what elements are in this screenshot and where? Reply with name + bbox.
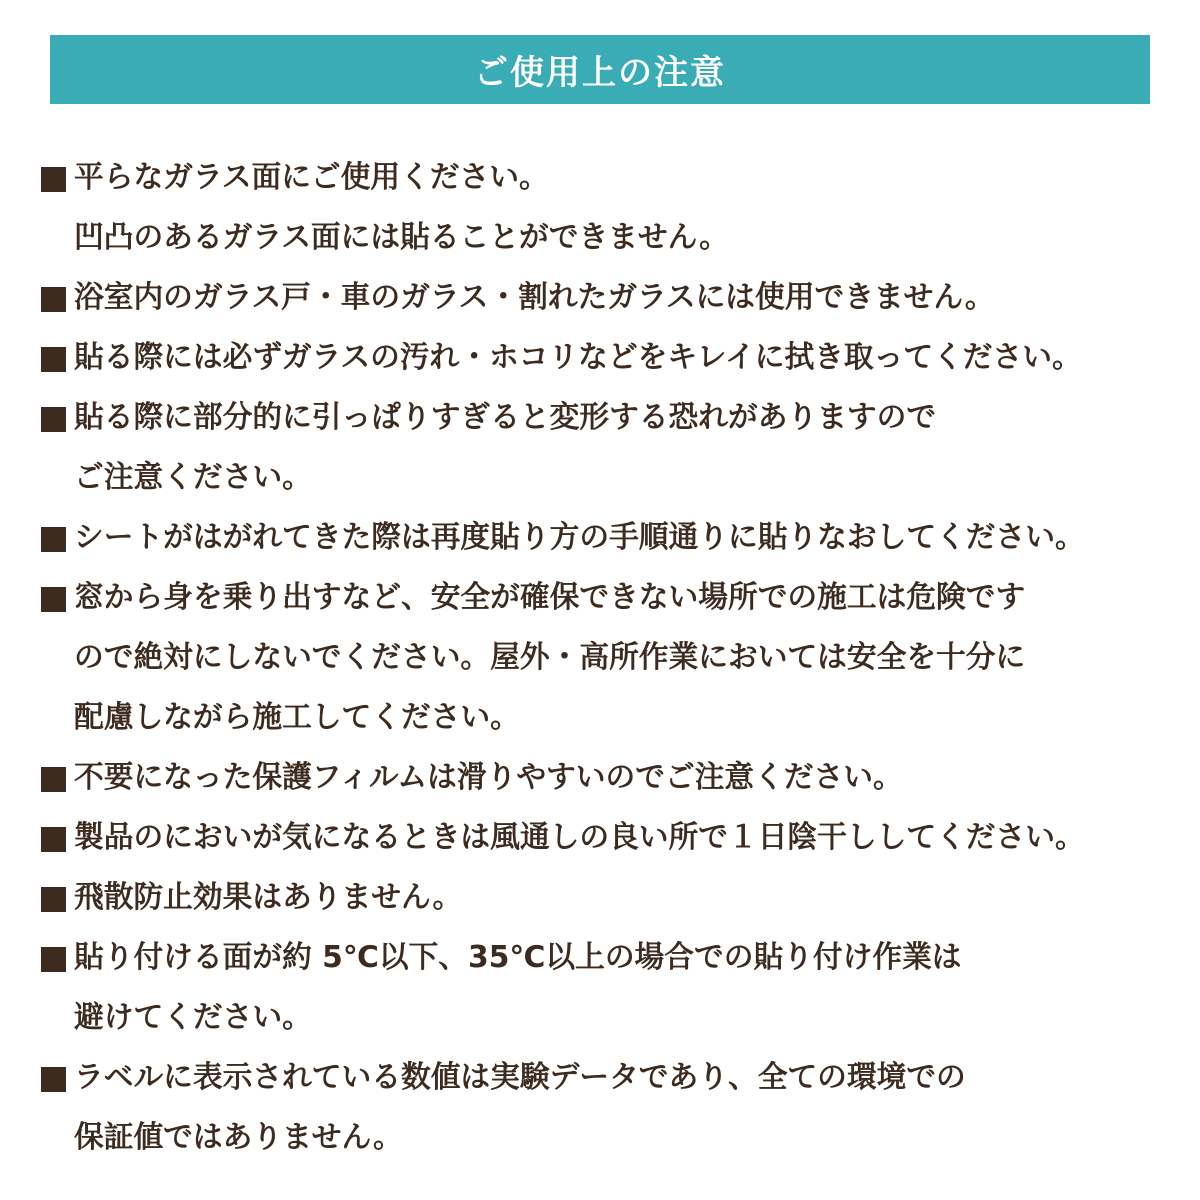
note-item xyxy=(38,868,1168,928)
note-text: 平らなガラス面にご使用ください。 xyxy=(74,160,549,195)
note-item xyxy=(38,508,1168,568)
header-bar xyxy=(50,35,1150,104)
note-text: 製品のにおいが気になるときは風通しの良い所で１日陰干ししてください。 xyxy=(74,820,1085,855)
note-text: 凹凸のあるガラス面には貼ることができません。 xyxy=(74,220,729,255)
note-text: 配慮しながら施工してください。 xyxy=(74,700,520,735)
note-text: 貼る際には必ずガラスの汚れ・ホコリなどをキレイに拭き取ってください。 xyxy=(74,340,1082,375)
note-text: 不要になった保護フィルムは滑りやすいのでご注意ください。 xyxy=(74,760,903,795)
square-bullet-icon xyxy=(41,347,66,372)
note-text: 貼る際に部分的に引っぱりすぎると変形する恐れがありますので xyxy=(74,400,937,435)
notes-list xyxy=(38,148,1168,1168)
square-bullet-icon xyxy=(41,527,66,552)
note-item xyxy=(38,388,1168,508)
note-text: ラベルに表示されている数値は実験データであり、全ての環境での xyxy=(74,1060,966,1095)
square-bullet-icon xyxy=(41,1067,66,1092)
note-text: 浴室内のガラス戸・車のガラス・割れたガラスには使用できません。 xyxy=(74,280,995,315)
note-text: ので絶対にしないでください。屋外・高所作業においては安全を十分に xyxy=(74,640,1026,675)
note-text: 窓から身を乗り出すなど、安全が確保できない場所での施工は危険です xyxy=(74,580,1026,615)
square-bullet-icon xyxy=(41,287,66,312)
note-item xyxy=(38,268,1168,328)
note-item xyxy=(38,568,1168,748)
square-bullet-icon xyxy=(41,167,66,192)
note-item xyxy=(38,808,1168,868)
page-title: ご使用上の注意 xyxy=(474,53,726,93)
note-item xyxy=(38,148,1168,268)
note-text: ご注意ください。 xyxy=(74,460,312,495)
note-text: シートがはがれてきた際は再度貼り方の手順通りに貼りなおしてください。 xyxy=(74,520,1085,555)
note-text: 飛散防止効果はありません。 xyxy=(74,880,463,915)
square-bullet-icon xyxy=(41,407,66,432)
note-text: 保証値ではありません。 xyxy=(74,1120,403,1155)
square-bullet-icon xyxy=(41,587,66,612)
note-item xyxy=(38,928,1168,1048)
note-text: 避けてください。 xyxy=(74,1000,312,1035)
note-item xyxy=(38,1048,1168,1168)
note-item xyxy=(38,748,1168,808)
square-bullet-icon xyxy=(41,947,66,972)
square-bullet-icon xyxy=(41,887,66,912)
note-text: 貼り付ける面が約 5℃以下、35℃以上の場合での貼り付け作業は xyxy=(74,940,962,975)
square-bullet-icon xyxy=(41,827,66,852)
note-item xyxy=(38,328,1168,388)
square-bullet-icon xyxy=(41,767,66,792)
